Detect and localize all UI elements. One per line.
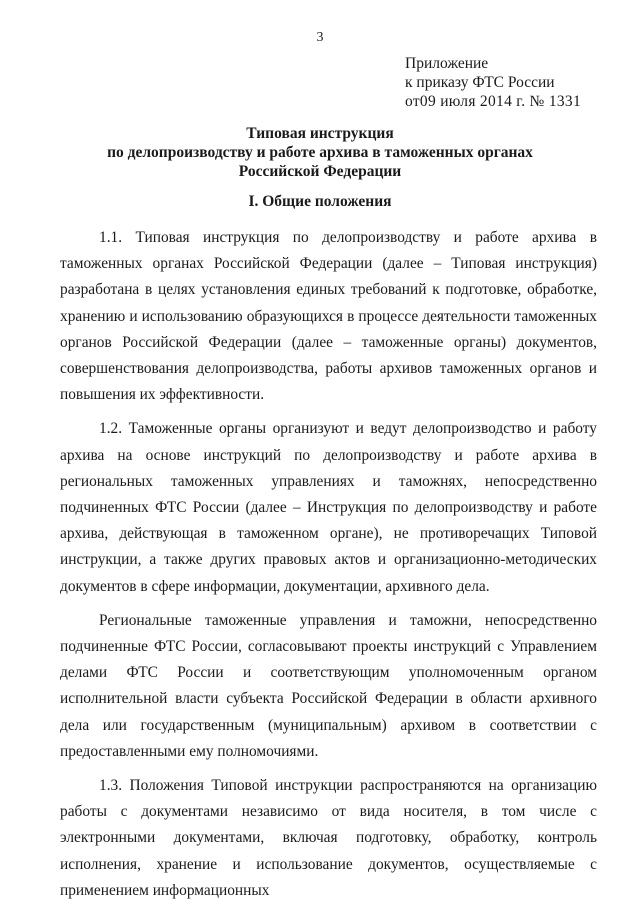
appendix-label: Приложение [405, 55, 489, 72]
document-title [0, 124, 640, 181]
page-number: 3 [316, 30, 324, 45]
paragraph-1-1: 1.1. Типовая инструкция по делопроизводству и работе архива в таможенных органах Российской Федерации (далее – Типовая инструкция) разработана в целях установления единых требований к подготовке, обработке, хранению и использованию образующихся в процессе деятельности таможенных органов Российской Федерации (далее – таможенные органы) документов, совершенствования делопроизводства, работы архивов таможенных органов и повышения их эффективности. [60, 229, 597, 404]
paragraph-1-2: 1.2. Таможенные органы организуют и ведут делопроизводство и работу архива на основе инструкций по делопроизводству и работе архива в региональных таможенных управлениях и таможнях, непосредственно подчиненных ФТС России (далее – Инструкция по делопроизводству и работе архива, действующая в таможенном органе), не противоречащих Типовой инструкции, а также других правовых актов и организационно-методических документов в сфере информации, документации, архивного дела. [60, 420, 597, 595]
title-line-3: Российской Федерации [238, 163, 402, 180]
title-line-2: по делопроизводству и работе архива в таможенных органах [107, 144, 533, 161]
title-line-1: Типовая инструкция [246, 125, 394, 142]
section-heading: I. Общие положения [248, 193, 392, 210]
appendix-order-date: от09 июля 2014 г. № 1331 [405, 93, 582, 110]
appendix-order-ref: к приказу ФТС России [405, 74, 555, 91]
paragraph-1-2-cont: Региональные таможенные управления и таможни, непосредственно подчиненные ФТС России, согласовывают проекты инструкций с Управлением делами ФТС России и соответствующим уполномоченным органом исполнительной власти субъекта Российской Федерации в области архивного дела или государственным (муниципальным) архивом в соответствии с предоставленными ему полномочиями. [60, 611, 597, 760]
appendix-reference [405, 54, 581, 111]
document-body [60, 225, 597, 912]
paragraph-1-3: 1.3. Положения Типовой инструкции распространяются на организацию работы с документами независимо от вида носителя, в том числе с электронными документами, включая подготовку, обработку, контроль исполнения, хранение и использование документов, осуществляемые с применением информационных [60, 777, 597, 899]
